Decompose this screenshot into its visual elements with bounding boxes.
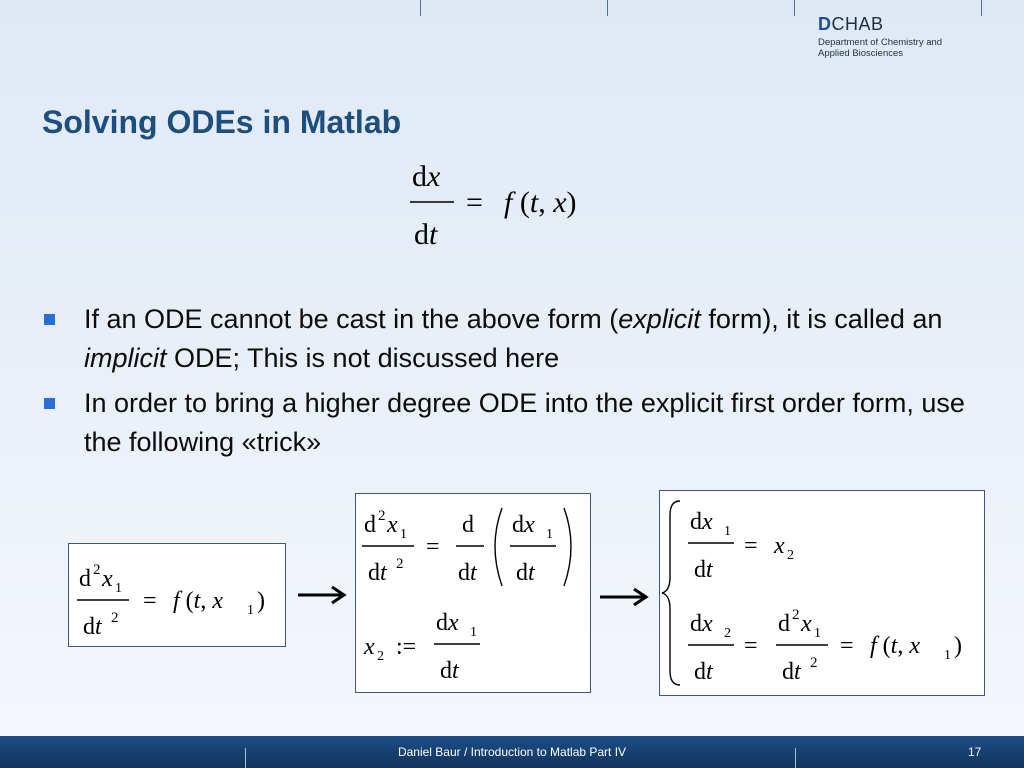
svg-text:2: 2 <box>810 655 818 671</box>
page-number: 17 <box>968 745 982 759</box>
svg-text:dx: dx <box>412 160 441 193</box>
svg-text:dt: dt <box>440 658 459 684</box>
dchab-logo <box>818 14 942 59</box>
svg-text:=: = <box>840 633 854 659</box>
logo-brand: DCHAB <box>818 14 884 34</box>
bullet-item: In order to bring a higher degree ODE into the explicit first order form, use the following «trick» <box>40 384 1000 462</box>
svg-text:=: = <box>744 533 758 559</box>
equation-box-first-order-system <box>659 490 985 696</box>
svg-text:2: 2 <box>111 610 119 626</box>
svg-text:): ) <box>954 633 962 659</box>
svg-text:2: 2 <box>93 562 101 578</box>
bullet-list <box>40 300 1000 468</box>
svg-text:d: d <box>778 611 790 637</box>
bullet-marker <box>44 398 55 409</box>
arrow-right-icon <box>598 587 650 607</box>
slide-footer <box>0 736 1024 768</box>
svg-text:dt: dt <box>414 218 438 251</box>
footer-author-title: Daniel Baur / Introduction to Matlab Part IV <box>397 745 627 759</box>
svg-text:dt: dt <box>694 659 713 685</box>
svg-text:1: 1 <box>814 626 821 641</box>
top-divider-tick <box>794 0 795 16</box>
svg-text:d: d <box>79 566 91 592</box>
bullet-marker <box>44 314 55 325</box>
arrow-right-icon <box>296 585 348 605</box>
top-divider-tick <box>981 0 982 16</box>
equation-box-substitution <box>355 493 591 693</box>
equation-box-second-order <box>68 543 286 647</box>
svg-text:dt: dt <box>782 659 801 685</box>
svg-text:x: x <box>801 611 812 637</box>
explicit-ode-equation <box>400 150 630 260</box>
substitution-equations <box>356 494 590 692</box>
svg-text:x: x <box>387 512 398 538</box>
svg-text:f (t, x: f (t, x <box>870 633 920 659</box>
top-divider-tick <box>420 0 421 16</box>
svg-text:1: 1 <box>470 625 477 640</box>
slide-title: Solving ODEs in Matlab <box>42 104 402 140</box>
svg-text::=: := <box>396 634 417 660</box>
svg-text:=: = <box>466 186 483 219</box>
svg-text:=: = <box>426 534 440 560</box>
svg-text:dt: dt <box>694 557 713 583</box>
svg-text:dx: dx <box>690 509 713 535</box>
svg-text:x: x <box>774 533 785 559</box>
svg-text:x: x <box>102 566 113 592</box>
svg-text:dt: dt <box>516 560 535 586</box>
svg-text:1: 1 <box>247 603 254 618</box>
logo-department: Department of Chemistry and Applied Biosciences <box>818 37 943 59</box>
svg-text:d: d <box>462 512 474 538</box>
svg-text:d: d <box>364 512 376 538</box>
svg-text:x: x <box>364 634 375 660</box>
svg-text:2: 2 <box>792 607 800 623</box>
svg-text:f (t, x): f (t, x) <box>504 186 577 219</box>
svg-text:dt: dt <box>83 614 102 640</box>
svg-text:=: = <box>744 633 758 659</box>
svg-text:1: 1 <box>546 527 553 542</box>
svg-text:dt: dt <box>368 560 387 586</box>
svg-text:dx: dx <box>436 610 459 636</box>
svg-text:dx: dx <box>690 611 713 637</box>
svg-text:1: 1 <box>724 524 731 539</box>
svg-text:1: 1 <box>944 648 951 663</box>
svg-text:1: 1 <box>115 581 122 596</box>
svg-text:2: 2 <box>724 626 731 641</box>
svg-text:dx: dx <box>512 512 535 538</box>
first-order-system <box>660 491 984 695</box>
top-divider-tick <box>607 0 608 16</box>
svg-text:1: 1 <box>400 527 407 542</box>
svg-text:2: 2 <box>378 508 386 524</box>
svg-text:2: 2 <box>377 649 384 664</box>
second-order-ode <box>69 544 285 646</box>
svg-text:): ) <box>257 588 265 614</box>
svg-text:dt: dt <box>458 560 477 586</box>
bullet-item: If an ODE cannot be cast in the above form (explicit form), it is called an implicit ODE; This is not discussed here <box>40 300 1000 378</box>
svg-text:2: 2 <box>787 548 794 563</box>
svg-text:=: = <box>143 588 157 614</box>
svg-text:2: 2 <box>396 556 404 572</box>
svg-text:f (t, x: f (t, x <box>173 588 223 614</box>
